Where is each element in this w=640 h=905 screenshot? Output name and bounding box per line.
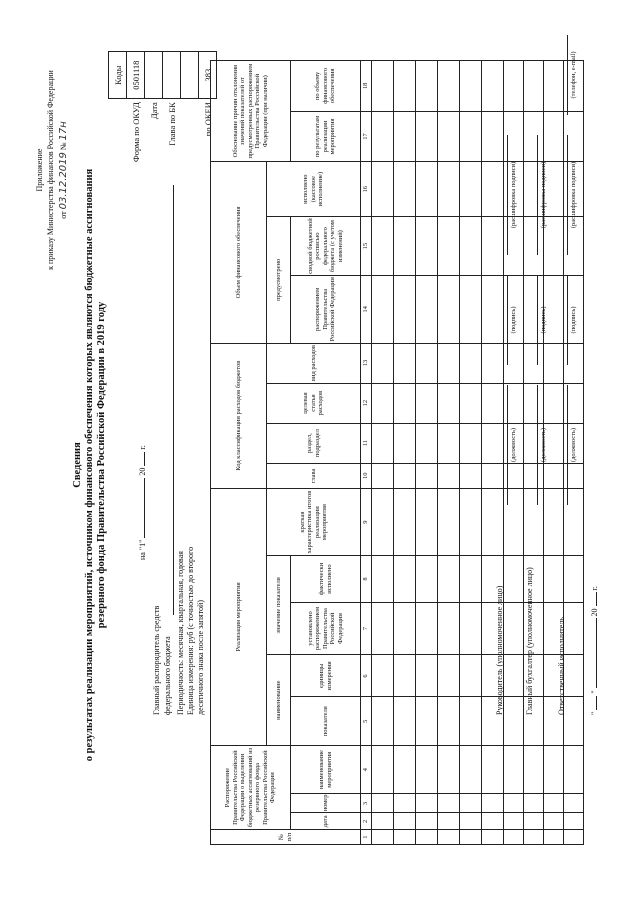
table-cell[interactable] [459, 343, 481, 383]
codes-value[interactable]: 383 [199, 52, 217, 99]
sign-month-blank[interactable] [596, 618, 597, 688]
table-cell[interactable] [459, 111, 481, 162]
sig-exec-signature-line[interactable] [567, 275, 568, 365]
table-cell[interactable] [459, 745, 481, 793]
codes-label: Дата [148, 102, 159, 120]
table-cell[interactable] [371, 217, 393, 276]
table-cell[interactable] [371, 276, 393, 343]
table-cell[interactable] [415, 556, 437, 602]
table-cell[interactable] [371, 794, 393, 813]
table-cell[interactable] [481, 276, 503, 343]
table-cell[interactable] [481, 488, 503, 555]
table-cell[interactable] [437, 745, 459, 793]
table-cell[interactable] [523, 61, 543, 112]
th-brief: краткая характеристика итогов реализации мероприятия [267, 488, 361, 555]
table-cell[interactable] [393, 602, 415, 655]
sig-head-label: Руководитель (уполномоченное лицо) [495, 585, 504, 715]
column-number-cell: 13 [361, 343, 372, 383]
appendix-num-handwritten: 17н [58, 121, 69, 141]
table-cell[interactable] [437, 383, 459, 423]
codes-label [181, 99, 199, 165]
table-cell[interactable] [437, 556, 459, 602]
report-year-suffix: г. [138, 445, 147, 450]
report-date-blank[interactable] [144, 478, 145, 538]
info-unit-l1: Единица измерения: руб (с точностью до второго [186, 546, 195, 715]
sig-exec-decoding-caption: (расшифровка подписи) [570, 161, 577, 229]
sig-executor-label: Ответственный исполнитель [557, 617, 566, 715]
codes-row [181, 52, 199, 165]
table-cell[interactable] [393, 276, 415, 343]
column-number-cell: 17 [361, 111, 372, 162]
table-cell[interactable] [393, 488, 415, 555]
table-cell[interactable] [371, 61, 393, 112]
sig-head-decoding-line[interactable] [507, 135, 508, 255]
table-cell[interactable] [415, 162, 437, 217]
codes-value[interactable]: 0501118 [127, 52, 145, 99]
table-cell[interactable] [415, 61, 437, 112]
column-number-cell: 1 [361, 830, 372, 845]
sig-head-signature-line[interactable] [507, 275, 508, 365]
table-cell[interactable] [437, 463, 459, 488]
table-cell[interactable] [371, 556, 393, 602]
codes-label: Глава по БК [166, 102, 177, 146]
codes-label: по ОКЕИ [202, 102, 213, 137]
column-number-cell: 4 [361, 745, 372, 793]
sign-year-prefix: 20 [590, 608, 599, 617]
codes-row [127, 52, 145, 165]
table-cell[interactable] [415, 383, 437, 423]
table-cell[interactable] [371, 813, 393, 830]
title-line2: о результатах реализации мероприятий, источником финансового обеспечения которых являются бюджетные ассигнования [84, 168, 95, 762]
table-row [371, 61, 393, 845]
table-cell[interactable] [371, 697, 393, 745]
appendix-line3 [58, 35, 69, 305]
th-value: значение показателя [267, 556, 291, 655]
th-actual: фактически исполнено [291, 556, 361, 602]
table-cell[interactable] [415, 745, 437, 793]
column-number-cell: 5 [361, 697, 372, 745]
table-cell[interactable] [543, 813, 563, 830]
sig-exec-signature-caption: (подпись) [570, 306, 577, 334]
table-cell[interactable] [503, 813, 523, 830]
table-cell[interactable] [393, 556, 415, 602]
appendix-line2: к приказу Министерства финансов Российской Федерации [46, 70, 55, 270]
table-cell[interactable] [415, 488, 437, 555]
table-cell[interactable] [415, 655, 437, 697]
column-number-cell: 6 [361, 655, 372, 697]
codes-row [163, 52, 181, 165]
table-cell[interactable] [523, 794, 543, 813]
table-cell[interactable] [563, 556, 583, 602]
table-cell[interactable] [459, 794, 481, 813]
table-cell[interactable] [415, 697, 437, 745]
table-cell[interactable] [371, 602, 393, 655]
table-cell[interactable] [503, 745, 523, 793]
title-line3: резервного фонда Правительства Российской Федерации в 2019 году [96, 301, 107, 629]
th-by-order: распоряжением Правительства Российской Федерации [291, 276, 361, 343]
table-cell[interactable] [437, 697, 459, 745]
table-cell[interactable] [415, 813, 437, 830]
table-cell[interactable] [481, 813, 503, 830]
table-row [437, 61, 459, 845]
column-number-cell: 3 [361, 794, 372, 813]
codes-header: Коды [109, 52, 127, 99]
table-cell[interactable] [543, 61, 563, 112]
table-cell[interactable] [503, 794, 523, 813]
table-cell[interactable] [393, 343, 415, 383]
table-row [459, 61, 481, 845]
th-exptype: вид расходов [267, 343, 361, 383]
table-cell[interactable] [481, 61, 503, 112]
table-cell[interactable] [563, 602, 583, 655]
table-cell[interactable] [371, 111, 393, 162]
table-cell[interactable] [459, 697, 481, 745]
table-cell[interactable] [481, 343, 503, 383]
sig-head-signature-caption: (подпись) [510, 306, 517, 334]
table-cell[interactable] [459, 61, 481, 112]
sign-year-suffix: г. [590, 586, 599, 591]
table-cell[interactable] [503, 830, 523, 845]
table-cell[interactable] [437, 423, 459, 463]
column-numbers-row [361, 61, 372, 845]
sig-acc-position-caption: (должность) [540, 427, 547, 463]
results-table [210, 60, 584, 845]
table-cell[interactable] [415, 217, 437, 276]
column-number-cell: 14 [361, 276, 372, 343]
sign-date-line [590, 586, 599, 715]
table-cell[interactable] [563, 830, 583, 845]
table-cell[interactable] [459, 602, 481, 655]
table-cell[interactable] [415, 602, 437, 655]
table-cell[interactable] [415, 343, 437, 383]
th-number: номер [291, 794, 361, 813]
table-row [415, 61, 437, 845]
sig-exec-decoding-line[interactable] [567, 135, 568, 255]
sig-acc-signature-line[interactable] [537, 275, 538, 365]
sig-head-position-caption: (должность) [510, 427, 517, 463]
table-cell[interactable] [393, 697, 415, 745]
table-cell[interactable] [393, 655, 415, 697]
table-cell[interactable] [523, 813, 543, 830]
table-cell[interactable] [371, 383, 393, 423]
codes-empty [109, 99, 127, 165]
sig-acc-decoding-line[interactable] [537, 135, 538, 255]
column-number-cell: 12 [361, 383, 372, 423]
th-by-funding: по объему финансового обеспечения [291, 61, 361, 112]
codes-row [145, 52, 163, 165]
th-event-name: наименование мероприятия [291, 745, 361, 793]
th-by-results: по результатам реализации мероприятия [291, 111, 361, 162]
table-cell[interactable] [393, 794, 415, 813]
table-cell[interactable] [459, 830, 481, 845]
codes-value[interactable] [163, 52, 181, 99]
sign-date-quote-open: " [590, 711, 599, 715]
table-cell[interactable] [481, 794, 503, 813]
table-cell[interactable] [563, 794, 583, 813]
report-year-prefix: 20 [138, 467, 147, 476]
th-budget-code: Код классификации расходов бюджетов [211, 343, 267, 488]
table-cell[interactable] [393, 423, 415, 463]
table-cell[interactable] [393, 830, 415, 845]
table-cell[interactable] [481, 383, 503, 423]
th-naming: наименование [267, 655, 291, 746]
table-cell[interactable] [523, 745, 543, 793]
table-cell[interactable] [481, 830, 503, 845]
table-cell[interactable] [459, 488, 481, 555]
table-cell[interactable] [371, 488, 393, 555]
column-number-cell: 10 [361, 463, 372, 488]
th-target: целевая статья расходов [267, 383, 361, 423]
table-cell[interactable] [415, 794, 437, 813]
report-date-prefix: на "1" [138, 539, 147, 560]
appendix-num-prefix: № [59, 142, 68, 151]
table-cell[interactable] [543, 556, 563, 602]
sig-exec-phone-line[interactable] [567, 35, 568, 115]
column-number-cell: 11 [361, 423, 372, 463]
table-cell[interactable] [437, 162, 459, 217]
table-cell[interactable] [459, 217, 481, 276]
table-cell[interactable] [437, 813, 459, 830]
th-order: Распоряжение Правительства Российской Федерации о выделении бюджетных ассигнований из резервного фонда Правительства Российской Федерации [211, 745, 291, 829]
th-volume: Объем финансового обеспечения [211, 162, 267, 343]
column-number-cell: 2 [361, 813, 372, 830]
sig-head-decoding-caption: (расшифровка подписи) [510, 161, 517, 229]
table-cell[interactable] [393, 745, 415, 793]
sign-date-quote-close: " [590, 690, 599, 694]
table-cell[interactable] [437, 830, 459, 845]
sig-exec-position-caption: (должность) [570, 427, 577, 463]
table-cell[interactable] [523, 830, 543, 845]
table-cell[interactable] [481, 111, 503, 162]
table-cell[interactable] [459, 556, 481, 602]
table-cell[interactable] [371, 745, 393, 793]
table-cell[interactable] [481, 745, 503, 793]
column-number-cell: 15 [361, 217, 372, 276]
sig-acc-position-line[interactable] [537, 385, 538, 505]
info-distributor-l1: Главный распорядитель средств [152, 605, 161, 715]
table-cell[interactable] [563, 655, 583, 697]
table-cell[interactable] [503, 697, 523, 745]
table-cell[interactable] [543, 830, 563, 845]
table-cell[interactable] [393, 383, 415, 423]
table-cell[interactable] [437, 655, 459, 697]
table-cell[interactable] [437, 276, 459, 343]
sig-exec-position-line[interactable] [567, 385, 568, 505]
table-cell[interactable] [459, 276, 481, 343]
info-unit-l2: десятичного знака после запятой) [196, 600, 205, 715]
sig-head-position-line[interactable] [507, 385, 508, 505]
table-cell[interactable] [415, 111, 437, 162]
appendix-date-prefix: от [59, 211, 68, 219]
table-cell[interactable] [459, 463, 481, 488]
column-number-cell: 18 [361, 61, 372, 112]
table-cell[interactable] [393, 463, 415, 488]
codes-value[interactable] [181, 52, 199, 99]
table-cell[interactable] [437, 602, 459, 655]
th-executed: исполнено (кассовое исполнение) [267, 162, 361, 217]
column-number-cell: 16 [361, 162, 372, 217]
table-cell[interactable] [503, 602, 523, 655]
table-cell[interactable] [563, 697, 583, 745]
table-cell[interactable] [415, 276, 437, 343]
table-cell[interactable] [371, 830, 393, 845]
table-cell[interactable] [437, 217, 459, 276]
report-date-line [138, 445, 147, 560]
table-cell[interactable] [459, 655, 481, 697]
th-date: дата [291, 813, 361, 830]
table-cell[interactable] [371, 343, 393, 383]
distributor-fill-line[interactable] [173, 185, 174, 615]
th-chapter: глава [267, 463, 361, 488]
sign-year-blank[interactable] [596, 592, 597, 606]
th-num: № п/п [211, 830, 361, 845]
table-cell[interactable] [437, 343, 459, 383]
table-cell[interactable] [503, 556, 523, 602]
codes-table [108, 51, 217, 165]
table-cell[interactable] [393, 813, 415, 830]
table-cell[interactable] [481, 463, 503, 488]
th-indicator: показателя [291, 697, 361, 745]
info-periodicity: Периодичность: месячная, квартальная, годовая [176, 551, 185, 715]
appendix-date-handwritten: 03.12.2019 [58, 152, 69, 210]
table-cell[interactable] [393, 162, 415, 217]
th-planned: предусмотрено [267, 217, 291, 343]
table-cell[interactable] [415, 830, 437, 845]
sig-acc-decoding-caption: (расшифровка подписи) [540, 161, 547, 229]
title-line1: Сведения [72, 442, 83, 488]
table-cell[interactable] [437, 488, 459, 555]
sig-acc-signature-caption: (подпись) [540, 306, 547, 334]
table-row [393, 61, 415, 845]
table-cell[interactable] [459, 383, 481, 423]
appendix-line1: Приложение [35, 148, 44, 192]
table-cell[interactable] [459, 813, 481, 830]
table-cell[interactable] [481, 217, 503, 276]
th-section: раздел, подраздел [267, 423, 361, 463]
report-year-blank[interactable] [144, 452, 145, 466]
column-number-cell: 8 [361, 556, 372, 602]
table-cell[interactable] [459, 423, 481, 463]
column-number-cell: 7 [361, 602, 372, 655]
table-cell[interactable] [563, 813, 583, 830]
table-cell[interactable] [437, 61, 459, 112]
table-cell[interactable] [459, 162, 481, 217]
th-reasons: Обоснование причин отклонения значений показателей от предусмотренных распоряжением Правительства Российской Федерации (при наличии) [211, 61, 291, 162]
codes-label: Форма по ОКУД [130, 102, 141, 162]
sign-day-blank[interactable] [596, 696, 597, 710]
sig-accountant-label: Главный бухгалтер (уполномоченное лицо) [525, 567, 534, 715]
table-cell[interactable] [481, 162, 503, 217]
table-cell[interactable] [543, 745, 563, 793]
table-cell[interactable] [481, 423, 503, 463]
table-cell[interactable] [437, 111, 459, 162]
sig-exec-phone-caption: (телефон, e-mail) [570, 51, 577, 99]
table-cell[interactable] [393, 61, 415, 112]
table-cell[interactable] [503, 61, 523, 112]
table-cell[interactable] [371, 162, 393, 217]
table-cell[interactable] [563, 745, 583, 793]
table-cell[interactable] [415, 463, 437, 488]
th-realization: Реализация мероприятия [211, 488, 267, 745]
table-cell[interactable] [371, 655, 393, 697]
table-cell[interactable] [393, 111, 415, 162]
codes-value[interactable] [145, 52, 163, 99]
table-cell[interactable] [503, 655, 523, 697]
th-unit: единицы измерения [291, 655, 361, 697]
table-row [481, 61, 503, 845]
table-cell[interactable] [437, 794, 459, 813]
table-cell[interactable] [371, 423, 393, 463]
table-cell[interactable] [393, 217, 415, 276]
info-distributor-l2: федерального бюджета [163, 636, 172, 715]
table-cell[interactable] [415, 423, 437, 463]
th-established: установлено распоряжением Правительства Российской Федерации [291, 602, 361, 655]
th-budget-funds: сводной бюджетной росписью федерального бюджета (с учетом изменений) [291, 217, 361, 276]
column-number-cell: 9 [361, 488, 372, 555]
table-cell[interactable] [543, 794, 563, 813]
table-cell[interactable] [371, 463, 393, 488]
